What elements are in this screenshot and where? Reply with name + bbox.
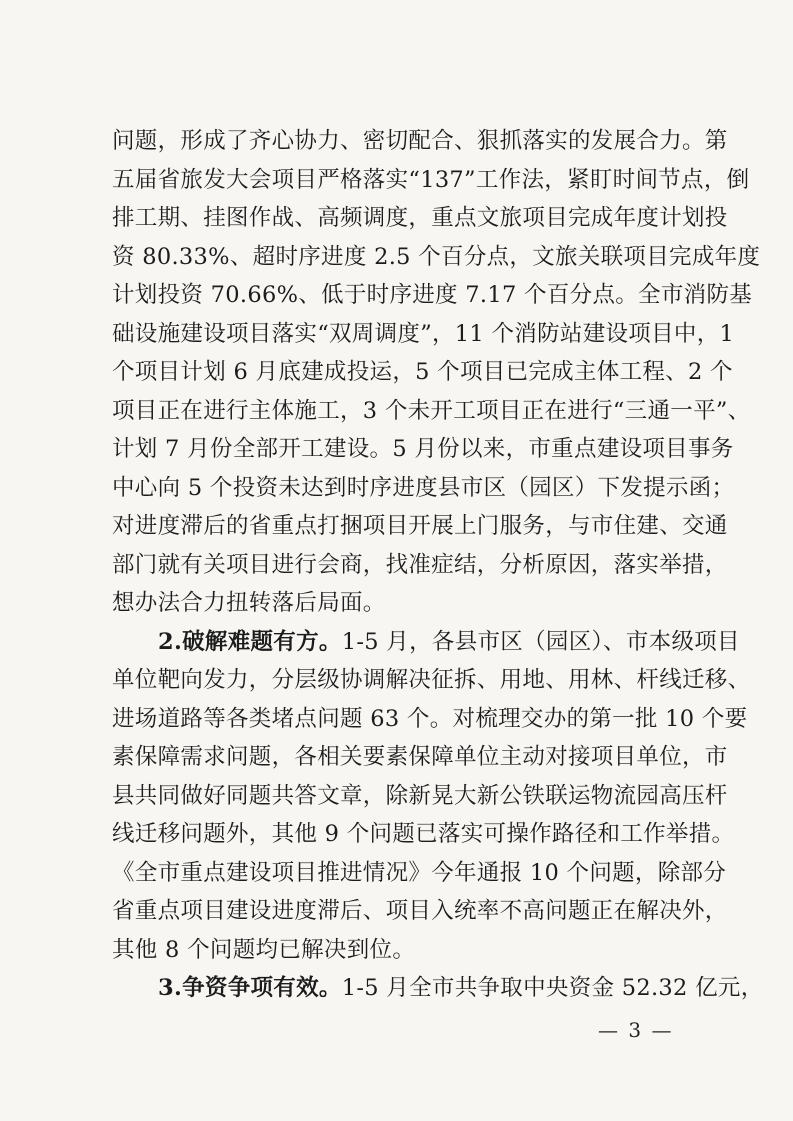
paragraph-line: 础设施建设项目落实“双周调度”，11 个消防站建设项目中，1 bbox=[112, 320, 735, 347]
body-text bbox=[112, 122, 764, 1008]
paragraph-line: 项目正在进行主体施工，3 个未开工项目正在进行“三通一平”、 bbox=[112, 397, 751, 424]
paragraph-line: 资 80.33%、超时序进度 2.5 个百分点，文旅关联项目完成年度 bbox=[112, 243, 761, 270]
paragraph-line: 素保障需求问题，各相关要素保障单位主动对接项目单位，市 bbox=[112, 744, 728, 770]
paragraph-line: 想办法合力扭转落后局面。 bbox=[112, 590, 386, 616]
section-2-intro: 1-5 月，各县市区（园区）、市本级项目 bbox=[341, 628, 740, 655]
section-3-heading: 3.争资争项有效。 bbox=[158, 975, 342, 1001]
paragraph-line: 对进度滞后的省重点打捆项目开展上门服务，与市住建、交通 bbox=[112, 513, 728, 539]
paragraph-line: 进场道路等各类堵点问题 63 个。对梳理交办的第一批 10 个要 bbox=[112, 705, 748, 732]
section-2-first-line bbox=[112, 623, 740, 662]
paragraph-line: 五届省旅发大会项目严格落实“137”工作法，紧盯时间节点，倒 bbox=[112, 166, 750, 193]
paragraph-line: 计划 7 月份全部开工建设。5 月份以来，市重点建设项目事务 bbox=[112, 436, 734, 462]
paragraph-line: 排工期、挂图作战、高频调度，重点文旅项目完成年度计划投 bbox=[112, 205, 728, 231]
paragraph-line: 线迁移问题外，其他 9 个问题已落实可操作路径和工作举措。 bbox=[112, 821, 735, 847]
section-2-heading: 2.破解难题有方。 bbox=[158, 628, 342, 655]
paragraph-line: 计划投资 70.66%、低于时序进度 7.17 个百分点。全市消防基 bbox=[112, 282, 753, 308]
paragraph-line: 部门就有关项目进行会商，找准症结，分析原因，落实举措， bbox=[112, 551, 728, 578]
paragraph-line: 省重点项目建设进度滞后、项目入统率不高问题正在解决外， bbox=[112, 898, 728, 924]
paragraph-line: 其他 8 个问题均已解决到位。 bbox=[112, 936, 416, 963]
paragraph-line: 县共同做好同题共答文章，除新晃大新公铁联运物流园高压杆 bbox=[112, 782, 728, 809]
section-3-first-line bbox=[112, 969, 764, 1008]
paragraph-line: 个项目计划 6 月底建成投运，5 个项目已完成主体工程、2 个 bbox=[112, 359, 733, 385]
paragraph-line: 单位靶向发力，分层级协调解决征拆、用地、用林、杆线迁移、 bbox=[112, 667, 751, 693]
paragraph-line: 中心向 5 个投资未达到时序进度县市区（园区）下发提示函； bbox=[112, 474, 735, 501]
page-number: — 3 — bbox=[598, 1018, 674, 1042]
section-3-intro: 1-5 月全市共争取中央资金 52.32 亿元， bbox=[341, 975, 764, 1001]
paragraph-line: 《全市重点建设项目推进情况》今年通报 10 个问题，除部分 bbox=[112, 859, 727, 886]
paragraph-line: 问题，形成了齐心协力、密切配合、狠抓落实的发展合力。第 bbox=[112, 128, 728, 154]
